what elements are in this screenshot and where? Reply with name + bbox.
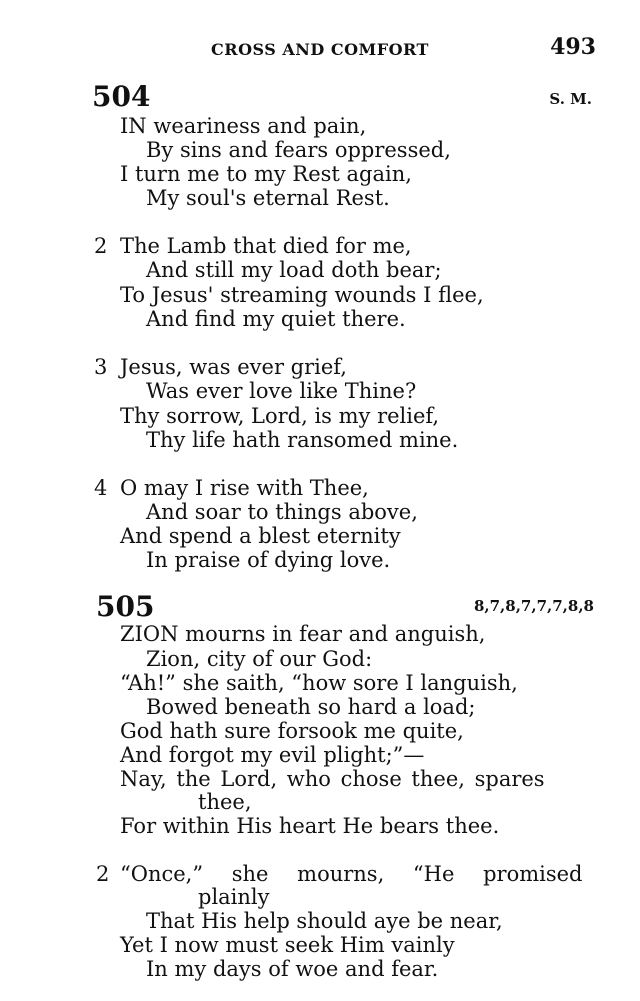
hymn-line: Thy life hath ransomed mine.: [146, 428, 459, 452]
hymn-line: And spend a blest eternity: [120, 524, 401, 548]
hymn-line: Nay, the Lord, who chose thee, spares: [120, 767, 545, 791]
stanza-number: 2: [96, 862, 110, 886]
hymn-number-504: 504: [92, 80, 151, 113]
hymn-line: God hath sure forsook me quite,: [120, 719, 464, 743]
hymn-line: “Once,” she mourns, “He promised: [120, 862, 583, 886]
hymn-line: My soul's eternal Rest.: [146, 186, 390, 210]
hymn-line: O may I rise with Thee,: [120, 476, 369, 500]
hymn-line: thee,: [198, 790, 252, 814]
hymn-line: “Ah!” she saith, “how sore I languish,: [120, 671, 518, 695]
hymn-line: The Lamb that died for me,: [120, 234, 412, 258]
stanza-number: 4: [94, 476, 108, 500]
hymn-line: And forgot my evil plight;”—: [120, 743, 425, 767]
hymn-line: Bowed beneath so hard a load;: [146, 695, 476, 719]
hymn-line: IN weariness and pain,: [120, 114, 367, 138]
hymn-line: Was ever love like Thine?: [146, 379, 417, 403]
hymn-line: By sins and fears oppressed,: [146, 138, 451, 162]
hymn-line: That His help should aye be near,: [146, 909, 503, 933]
hymn-line: And still my load doth bear;: [146, 258, 442, 282]
hymn-line: Jesus, was ever grief,: [120, 355, 347, 379]
page-number: 493: [550, 34, 596, 60]
hymn-line: And find my quiet there.: [146, 307, 406, 331]
hymn-line: To Jesus' streaming wounds I flee,: [120, 283, 484, 307]
hymn-line: Zion, city of our God:: [146, 647, 373, 671]
hymn-meter-504: S. M.: [549, 90, 592, 108]
stanza-number: 3: [94, 355, 108, 379]
hymn-line: In my days of woe and fear.: [146, 957, 439, 981]
stanza-number: 2: [94, 234, 108, 258]
hymn-line: And soar to things above,: [146, 500, 418, 524]
hymn-line: plainly: [198, 885, 270, 909]
hymn-line: Thy sorrow, Lord, is my relief,: [120, 404, 440, 428]
page-header-title: CROSS AND COMFORT: [211, 40, 429, 59]
hymn-number-505: 505: [96, 590, 155, 623]
hymn-meter-505: 8,7,8,7,7,7,8,8: [473, 597, 594, 615]
hymn-line: For within His heart He bears thee.: [120, 814, 500, 838]
hymn-line: Yet I now must seek Him vainly: [120, 933, 455, 957]
hymn-line: In praise of dying love.: [146, 548, 391, 572]
hymn-line: ZION mourns in fear and anguish,: [120, 622, 486, 646]
hymn-line: I turn me to my Rest again,: [120, 162, 412, 186]
